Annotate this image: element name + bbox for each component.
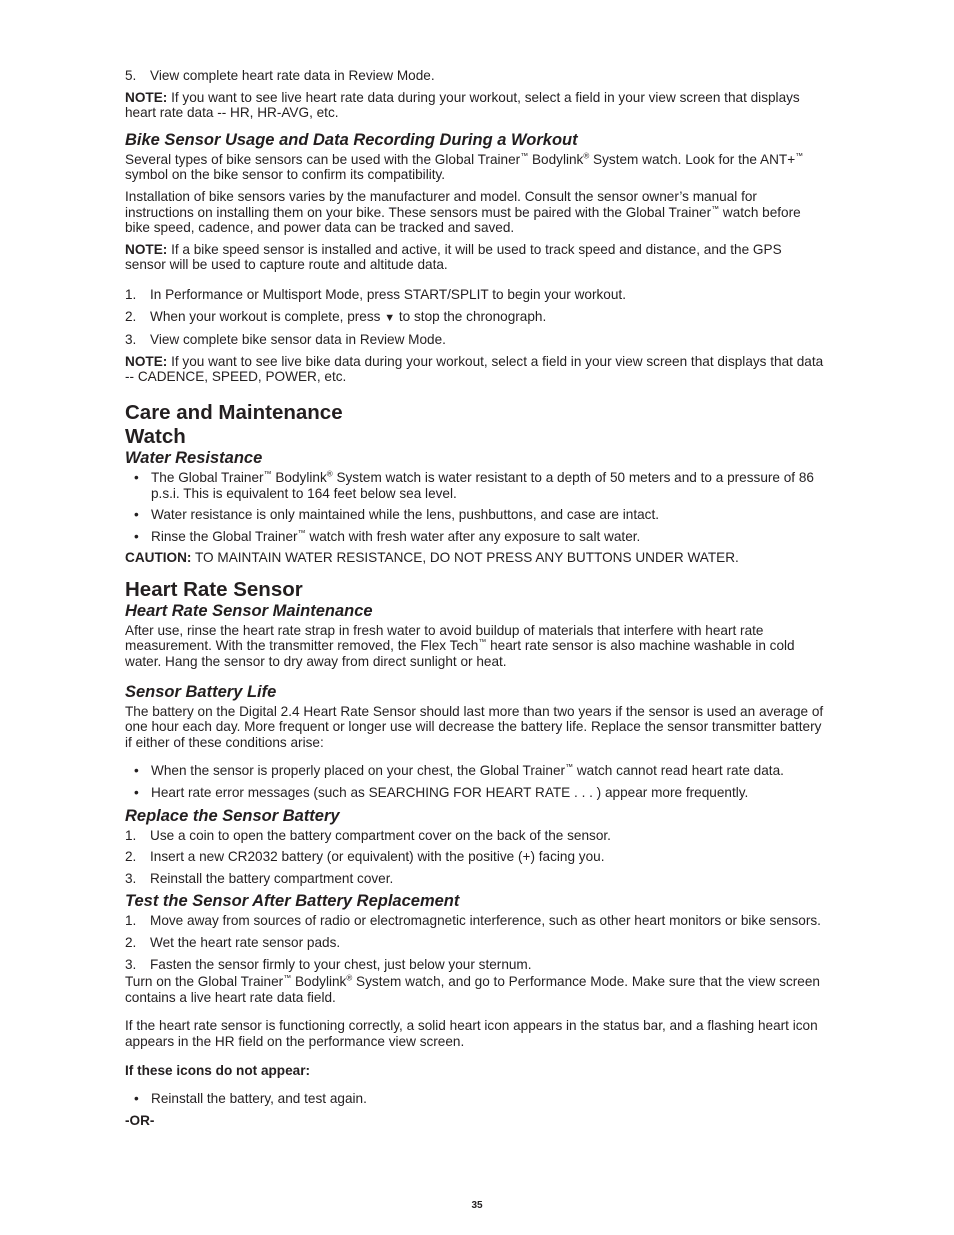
text: watch cannot read heart rate data. <box>573 763 784 779</box>
text: After use, rinse the heart rate strap in fresh water to avoid buildup of materials that interfere with heart rate measurement. With the transmitter removed, the Flex Tech <box>125 622 764 654</box>
list-item <box>125 529 825 545</box>
if-not-appear <box>125 1063 825 1079</box>
trademark-symbol: ™ <box>795 151 804 161</box>
text: When the sensor is properly placed on your chest, the Global Trainer <box>151 763 566 779</box>
bike-paragraph-1 <box>125 152 825 183</box>
test-steps <box>125 913 825 972</box>
trademark-symbol: ™ <box>520 151 529 161</box>
list-item <box>125 287 825 303</box>
step-number: 1. <box>125 913 137 929</box>
step-number: 5. <box>125 68 137 83</box>
trademark-symbol: ™ <box>263 469 272 479</box>
heart-rate-sensor-heading: Heart Rate Sensor <box>125 577 303 601</box>
text: watch with fresh water after any exposure to salt water. <box>305 528 641 544</box>
list-item <box>125 1091 825 1107</box>
hrs-maintenance-text <box>125 623 825 670</box>
bullet: • <box>134 785 139 801</box>
if-not-appear-label: If these icons do not appear: <box>125 1062 311 1078</box>
step-text: When your workout is complete, press <box>150 308 385 324</box>
note-heart-rate <box>125 90 825 121</box>
step-number: 3. <box>125 956 137 972</box>
manual-page <box>125 68 825 1134</box>
bullet: • <box>134 528 139 544</box>
caution-text: TO MAINTAIN WATER RESISTANCE, DO NOT PRESS ANY BUTTONS UNDER WATER. <box>191 550 739 566</box>
text: Bodylink <box>528 151 584 167</box>
text: Several types of bike sensors can be used with the Global Trainer <box>125 151 521 167</box>
list-item <box>125 763 825 779</box>
list-item <box>125 871 825 887</box>
replace-steps <box>125 828 825 887</box>
step-number: 3. <box>125 332 137 348</box>
step-text: View complete bike sensor data in Review Mode. <box>150 332 446 348</box>
hrs-maintenance-heading: Heart Rate Sensor Maintenance <box>125 601 373 620</box>
trademark-symbol: ™ <box>283 973 292 983</box>
text: The Global Trainer <box>151 469 264 485</box>
battery-life-heading: Sensor Battery Life <box>125 682 277 701</box>
bullet: • <box>134 1091 139 1107</box>
bike-note-1 <box>125 242 825 273</box>
list-item <box>125 68 825 84</box>
trademark-symbol: ™ <box>297 528 306 538</box>
bullet: • <box>134 763 139 779</box>
down-arrow-icon: ▼ <box>384 311 396 324</box>
step-number: 3. <box>125 870 137 886</box>
text: Bodylink <box>291 974 347 990</box>
water-bullets <box>125 470 825 544</box>
page-number: 35 <box>471 1200 483 1211</box>
text: System watch is water resistant to a depth of 50 meters and to a pressure of 86 p.s.i. This is equivalent to 164 feet below sea level. <box>151 469 814 501</box>
step-text: Insert a new CR2032 battery (or equivalent) with the positive (+) facing you. <box>150 849 605 865</box>
text: symbol on the bike sensor to confirm its compatibility. <box>125 167 446 183</box>
functioning-text: If the heart rate sensor is functioning correctly, a solid heart icon appears in the status bar, and a flashing heart icon appears in the HR field on the performance view screen. <box>125 1018 818 1049</box>
step-number: 1. <box>125 827 137 843</box>
note-label: NOTE: <box>125 89 168 105</box>
registered-symbol: ® <box>583 151 590 161</box>
note-text: If a bike speed sensor is installed and active, it will be used to track speed and distance, and the GPS sensor will be used to capture route and altitude data. <box>125 241 782 273</box>
step-text: Fasten the sensor firmly to your chest, just below your sternum. <box>150 956 532 972</box>
list-item <box>125 785 825 801</box>
step-number: 2. <box>125 935 137 950</box>
text: Turn on the Global Trainer <box>125 974 284 990</box>
trademark-symbol: ™ <box>478 637 487 647</box>
text: Reinstall the battery, and test again. <box>151 1091 367 1107</box>
trademark-symbol: ™ <box>565 762 574 772</box>
step-number: 2. <box>125 308 137 324</box>
caution-label: CAUTION: <box>125 550 192 566</box>
text: Heart rate error messages (such as SEARCHING FOR HEART RATE . . . ) appear more frequently. <box>151 785 749 801</box>
text: Bodylink <box>271 469 327 485</box>
text: Water resistance is only maintained while the lens, pushbuttons, and case are intact. <box>151 507 660 523</box>
bike-steps <box>125 287 825 348</box>
list-item <box>125 957 825 973</box>
step-list-top <box>125 68 825 84</box>
watch-heading: Watch <box>125 424 186 448</box>
step-text: Move away from sources of radio or electromagnetic interference, such as other heart monitors or bike sensors. <box>150 913 821 929</box>
note-text: If you want to see live heart rate data during your workout, select a field in your view screen that displays heart rate data -- HR, HR-AVG, etc. <box>125 89 800 121</box>
bike-note-2 <box>125 354 825 385</box>
water-resistance-heading: Water Resistance <box>125 448 263 467</box>
list-item <box>125 935 825 951</box>
reinstall-bullets <box>125 1091 825 1107</box>
step-text: Reinstall the battery compartment cover. <box>150 870 394 886</box>
step-text: Wet the heart rate sensor pads. <box>150 935 341 950</box>
bullet: • <box>134 507 139 523</box>
text: System watch, and go to Performance Mode. Make sure that the view screen contains a live heart rate data field. <box>125 974 820 1005</box>
trademark-symbol: ™ <box>711 204 720 214</box>
step-text: to stop the chronograph. <box>395 308 547 324</box>
list-item <box>125 828 825 844</box>
text: heart rate sensor is also machine washable in cold water. Hang the sensor to dry away from direct sunlight or heat. <box>125 638 795 670</box>
replace-battery-heading: Replace the Sensor Battery <box>125 806 340 825</box>
text: watch before bike speed, cadence, and power data can be tracked and saved. <box>125 204 801 236</box>
caution <box>125 550 825 566</box>
turn-on-text <box>125 974 825 1005</box>
text: Rinse the Global Trainer <box>151 528 298 544</box>
battery-life-text: The battery on the Digital 2.4 Heart Rate Sensor should last more than two years if the sensor is used an average of one hour each day. More frequent or longer use will decrease the battery life. Replace the sensor transmitter battery if either of these conditions arise: <box>125 703 824 750</box>
note-label: NOTE: <box>125 241 168 257</box>
bike-sensor-heading: Bike Sensor Usage and Data Recording During a Workout <box>125 130 578 149</box>
step-text: In Performance or Multisport Mode, press START/SPLIT to begin your workout. <box>150 286 626 302</box>
or-separator <box>125 1113 825 1129</box>
text: System watch. Look for the ANT+ <box>589 151 796 167</box>
list-item <box>125 332 825 348</box>
list-item <box>125 849 825 865</box>
step-number: 2. <box>125 849 137 865</box>
battery-bullets <box>125 763 825 800</box>
bike-paragraph-2 <box>125 189 825 236</box>
test-sensor-heading: Test the Sensor After Battery Replacement <box>125 892 460 911</box>
step-number: 1. <box>125 286 137 302</box>
text: Installation of bike sensors varies by the manufacturer and model. Consult the sensor owner’s manual for instructions on installing them on your bike. These sensors must be paired with the Global Trainer <box>125 188 757 220</box>
list-item <box>125 507 825 523</box>
registered-symbol: ® <box>326 469 333 479</box>
registered-symbol: ® <box>346 973 353 983</box>
step-text: Use a coin to open the battery compartment cover on the back of the sensor. <box>150 827 611 843</box>
or-label: -OR- <box>125 1112 155 1128</box>
care-heading: Care and Maintenance <box>125 400 343 424</box>
note-label: NOTE: <box>125 353 168 369</box>
bullet: • <box>134 469 139 485</box>
note-text: If you want to see live bike data during your workout, select a field in your view screen that displays that data -- CADENCE, SPEED, POWER, etc. <box>125 353 824 385</box>
step-text: View complete heart rate data in Review Mode. <box>150 68 435 83</box>
list-item <box>125 309 825 327</box>
list-item <box>125 470 825 501</box>
list-item <box>125 913 825 929</box>
